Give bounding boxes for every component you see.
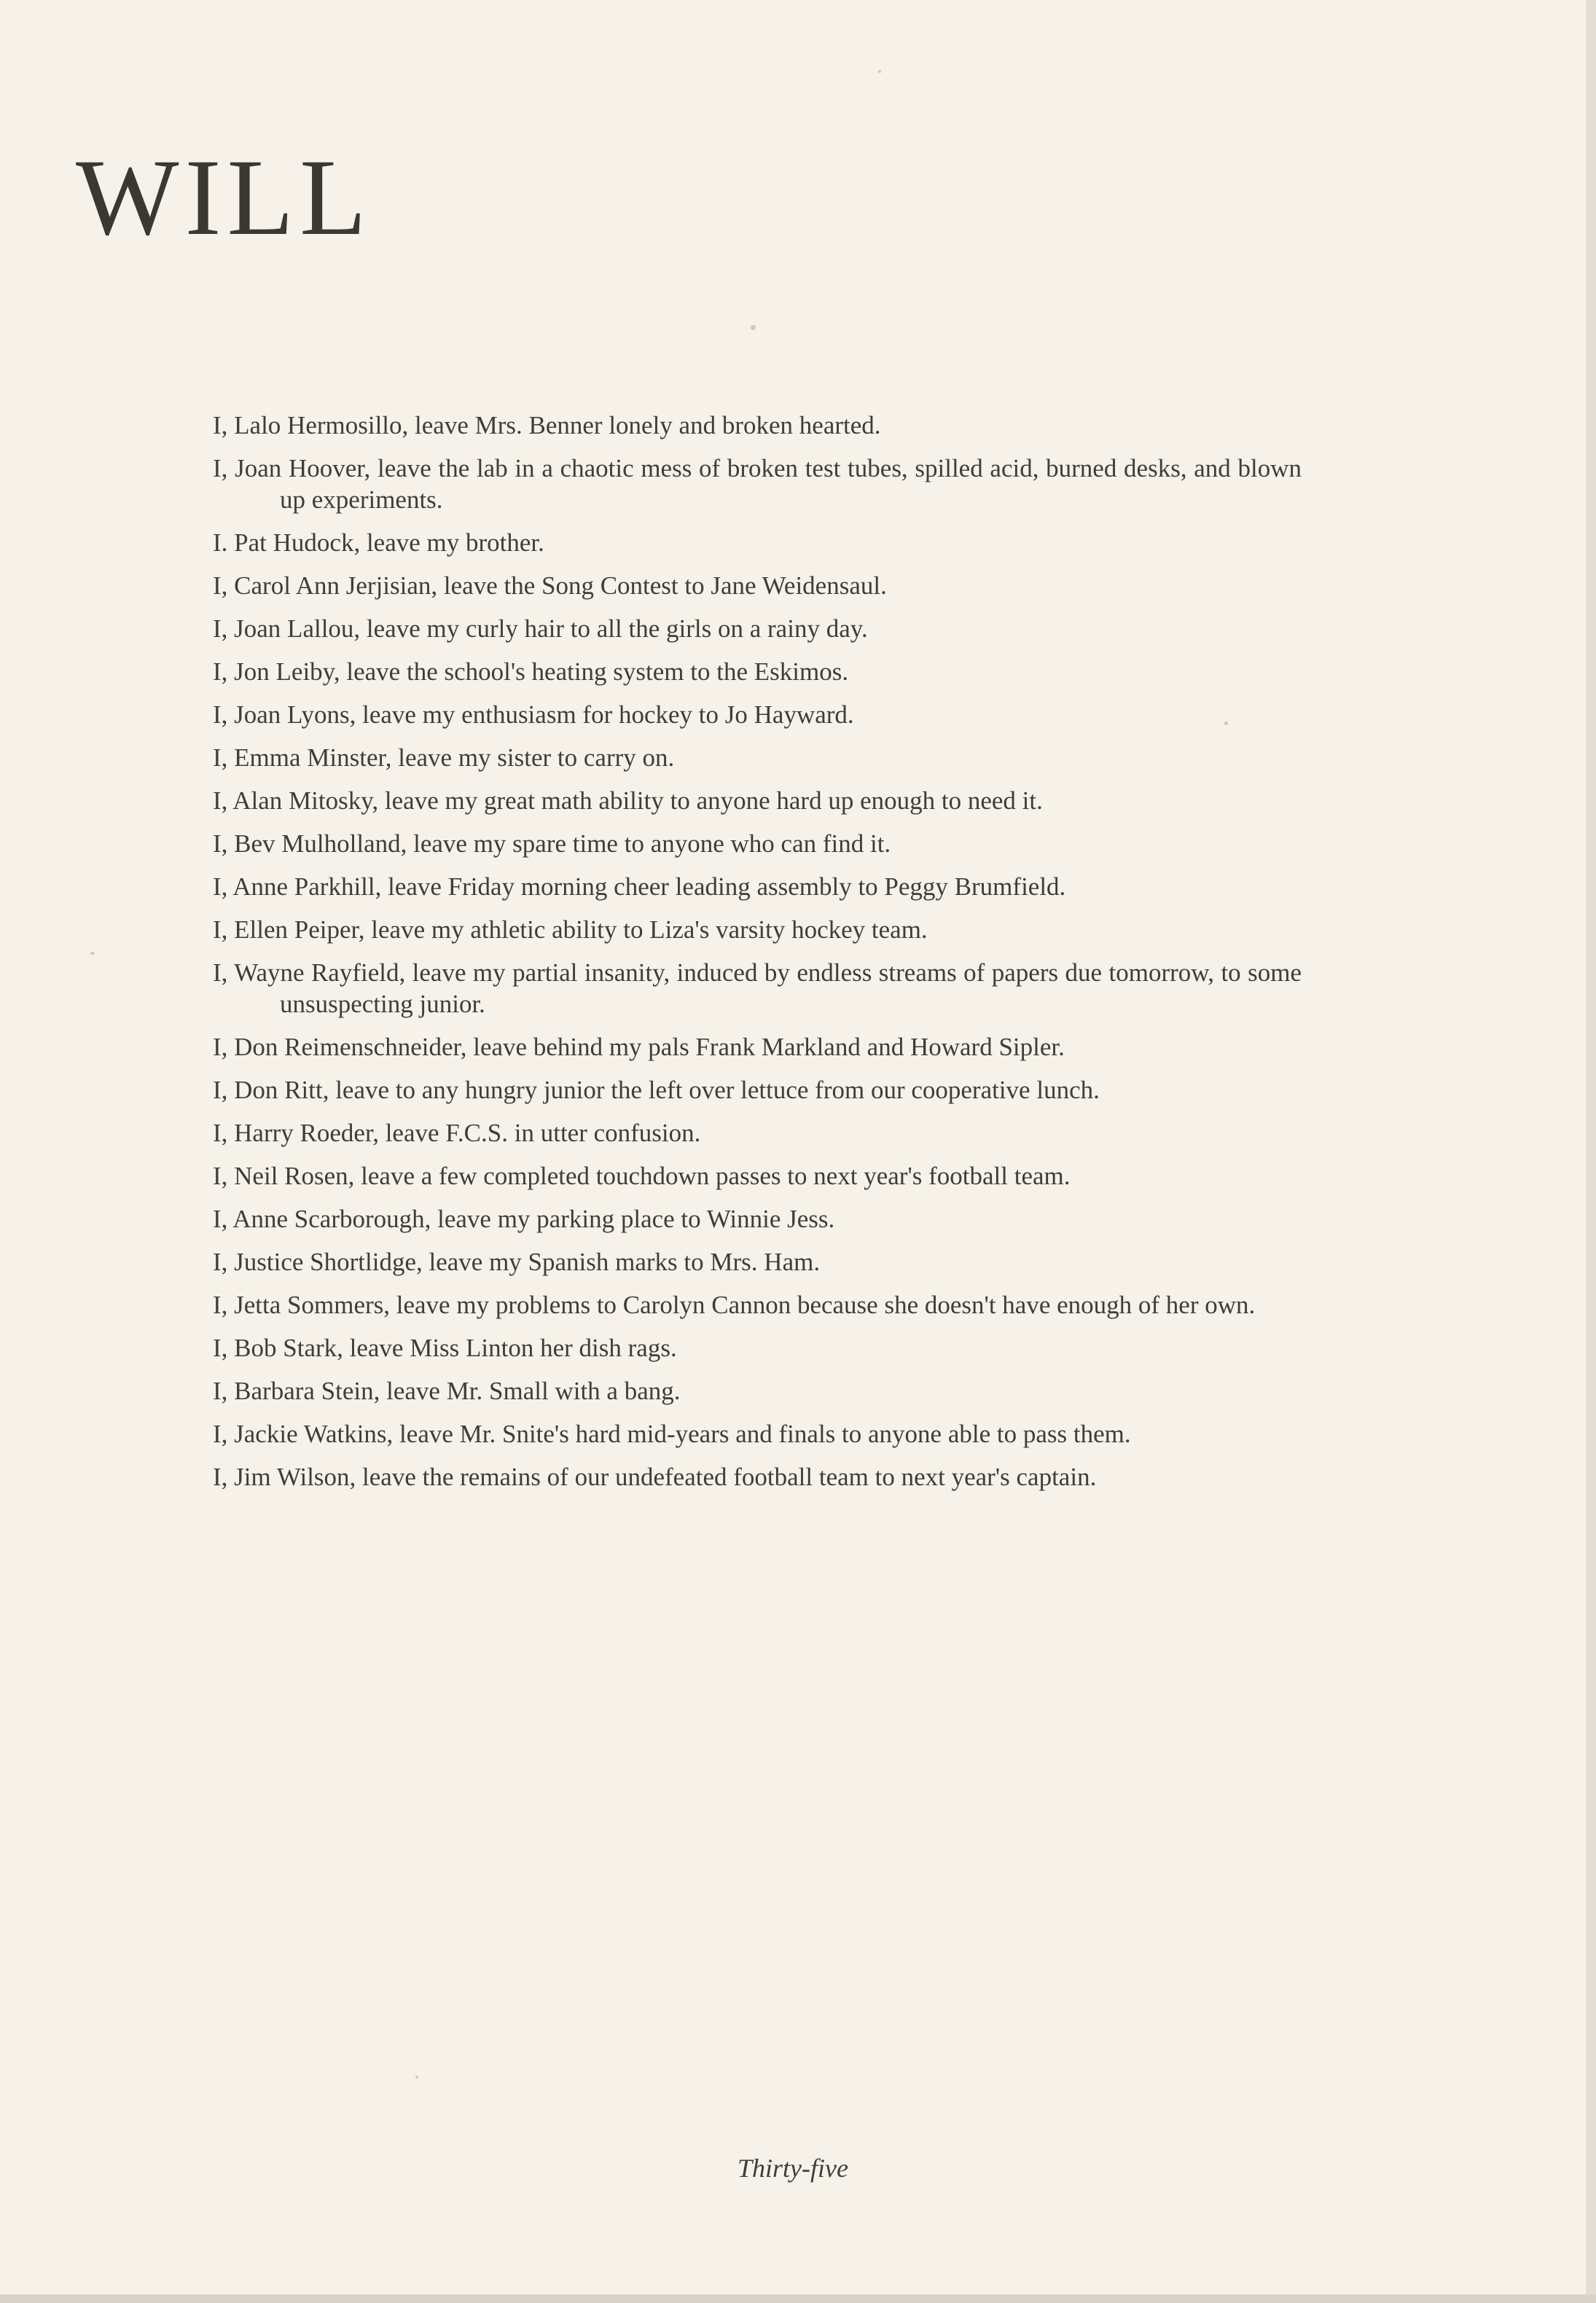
bequest-item: I, Anne Scarborough, leave my parking place to Winnie Jess. — [213, 1205, 835, 1233]
bequest-item: I, Joan Lallou, leave my curly hair to all the girls on a rainy day. — [213, 614, 868, 643]
paper-speck — [751, 325, 756, 330]
bequest-item: I, Jetta Sommers, leave my problems to Carolyn Cannon because she doesn't have enough of her own. — [213, 1291, 1256, 1319]
bequest-item: I, Bob Stark, leave Miss Linton her dish rags. — [213, 1334, 677, 1362]
bequest-item: I, Jim Wilson, leave the remains of our undefeated football team to next year's captain. — [213, 1463, 1097, 1491]
page-edge-shadow — [0, 2294, 1596, 2303]
bequest-item: I, Wayne Rayfield, leave my partial insanity, induced by endless streams of papers due tomorrow, to some unsuspecting junior. — [213, 958, 1302, 1018]
bequest-item: I, Alan Mitosky, leave my great math ability to anyone hard up enough to need it. — [213, 786, 1043, 815]
bequest-item: I, Don Ritt, leave to any hungry junior the left over lettuce from our cooperative lunch. — [213, 1076, 1100, 1104]
bequest-item: I. Pat Hudock, leave my brother. — [213, 528, 544, 557]
bequest-item: I, Don Reimenschneider, leave behind my pals Frank Markland and Howard Sipler. — [213, 1033, 1065, 1061]
bequest-item: I, Justice Shortlidge, leave my Spanish marks to Mrs. Ham. — [213, 1248, 821, 1276]
bequest-item: I, Harry Roeder, leave F.C.S. in utter confusion. — [213, 1119, 701, 1147]
bequest-item: I, Ellen Peiper, leave my athletic ability to Liza's varsity hockey team. — [213, 915, 928, 944]
bequest-item: I, Jackie Watkins, leave Mr. Snite's hard mid-years and finals to anyone able to pass them. — [213, 1420, 1131, 1448]
bequest-item: I, Lalo Hermosillo, leave Mrs. Benner lonely and broken hearted. — [213, 411, 881, 439]
page-number: Thirty-five — [738, 2154, 848, 2183]
bequest-item: I, Bev Mulholland, leave my spare time to anyone who can find it. — [213, 829, 891, 858]
bequest-item: I, Joan Hoover, leave the lab in a chaotic mess of broken test tubes, spilled acid, burned desks, and blown up experiments. — [213, 454, 1302, 514]
bequest-item: I, Anne Parkhill, leave Friday morning cheer leading assembly to Peggy Brumfield. — [213, 872, 1066, 901]
bequest-item: I, Emma Minster, leave my sister to carry on. — [213, 743, 675, 772]
bequest-item: I, Barbara Stein, leave Mr. Small with a bang. — [213, 1377, 681, 1405]
bequest-item: I, Joan Lyons, leave my enthusiasm for hockey to Jo Hayward. — [213, 700, 854, 729]
paper-speck — [415, 2076, 418, 2079]
paper-speck — [90, 952, 95, 955]
bequest-item: I, Jon Leiby, leave the school's heating system to the Eskimos. — [213, 657, 849, 686]
bequest-item: I, Neil Rosen, leave a few completed touchdown passes to next year's football team. — [213, 1162, 1071, 1190]
bequest-item: I, Carol Ann Jerjisian, leave the Song Contest to Jane Weidensaul. — [213, 571, 887, 600]
page-title: WILL — [76, 137, 372, 258]
page-edge-shadow — [1586, 0, 1596, 2303]
paper-speck — [878, 70, 881, 73]
bequest-list — [213, 410, 1302, 1504]
